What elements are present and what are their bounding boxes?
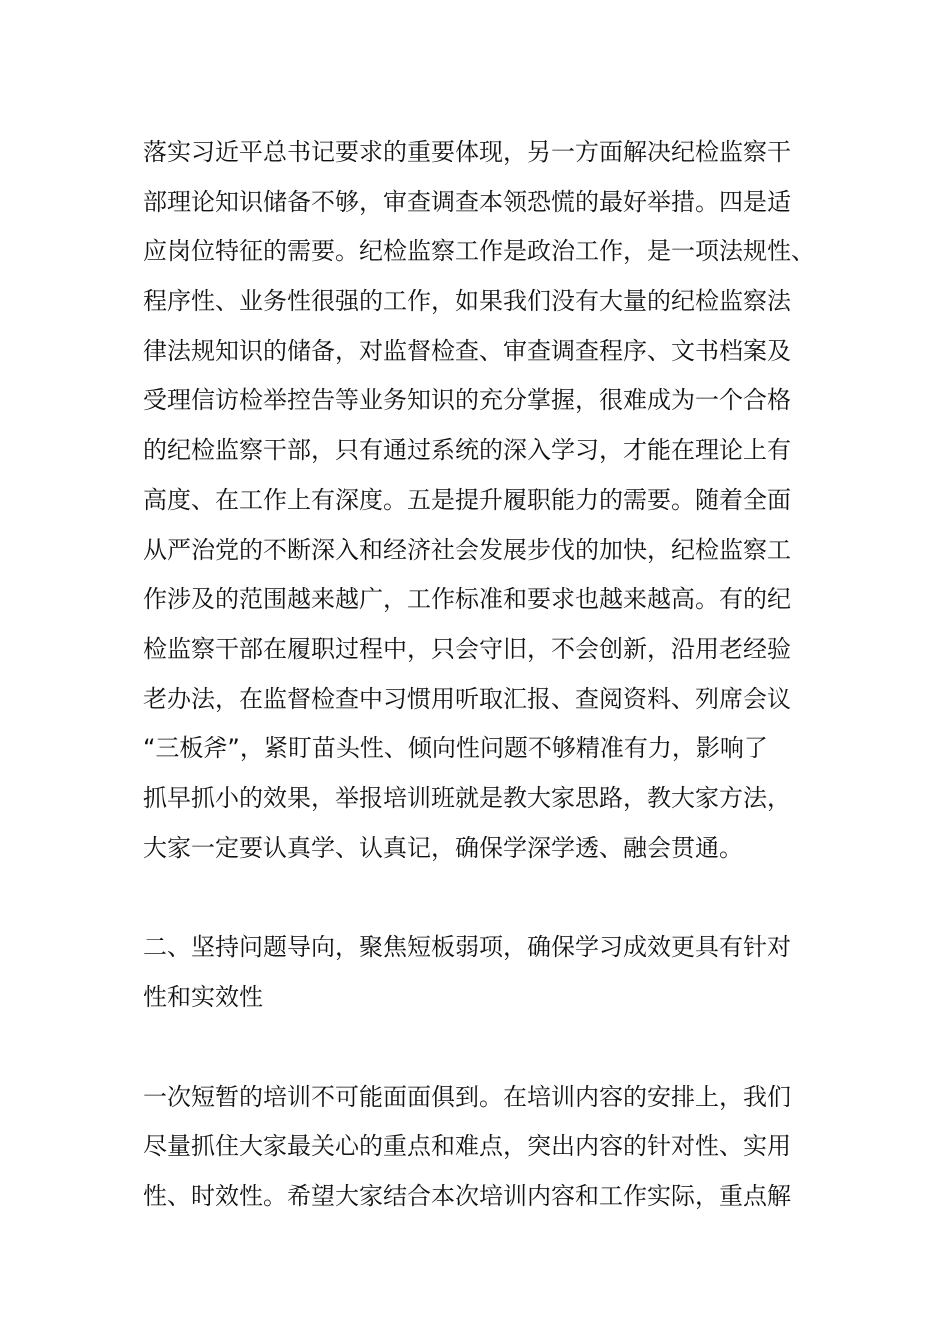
paragraph-spacing [143,1023,807,1073]
text-line: 应岗位特征的需要。纪检监察工作是政治工作，是一项法规性、 [143,237,815,266]
text-line: 尽量抓住大家最关心的重点和难点，突出内容的针对性、实用 [143,1132,791,1161]
heading-line: 性和实效性 [143,983,263,1011]
body-paragraph [143,1073,807,1222]
text-line: 检监察干部在履职过程中，只会守旧，不会创新，沿用老经验 [143,634,791,663]
text-line: 律法规知识的储备，对监督检查、审查调查程序、文书档案及 [143,336,791,365]
text-line: 高度、在工作上有深度。五是提升履职能力的需要。随着全面 [143,485,791,514]
text-line: 作涉及的范围越来越广，工作标准和要求也越来越高。有的纪 [143,585,791,614]
text-line: 程序性、业务性很强的工作，如果我们没有大量的纪检监察法 [143,287,791,316]
text-line: 大家一定要认真学、认真记，确保学深学透、融会贯通。 [143,833,743,862]
text-line: 老办法，在监督检查中习惯用听取汇报、查阅资料、列席会议 [143,684,791,713]
text-line: 受理信访检举控告等业务知识的充分掌握，很难成为一个合格 [143,386,791,415]
section-heading [143,923,807,1022]
text-line: 一次短暂的培训不可能面面俱到。在培训内容的安排上，我们 [143,1082,791,1111]
document-body [143,128,815,1222]
text-line: 性、时效性。希望大家结合本次培训内容和工作实际，重点解 [143,1182,791,1211]
text-line: 从严治党的不断深入和经济社会发展步伐的加快，纪检监察工 [143,535,791,564]
text-line: “三板斧”，紧盯苗头性、倾向性问题不够精准有力，影响了 [143,734,768,763]
text-line: 的纪检监察干部，只有通过系统的深入学习，才能在理论上有 [143,436,791,465]
paragraph-spacing [143,873,807,923]
heading-line: 二、坚持问题导向，聚焦短板弱项，确保学习成效更具有针对 [143,933,791,962]
text-line: 抓早抓小的效果，举报培训班就是教大家思路，教大家方法， [143,783,791,812]
text-line: 部理论知识储备不够，审查调查本领恐慌的最好举措。四是适 [143,187,791,216]
body-paragraph [143,128,815,873]
text-line: 落实习近平总书记要求的重要体现，另一方面解决纪检监察干 [143,138,791,166]
